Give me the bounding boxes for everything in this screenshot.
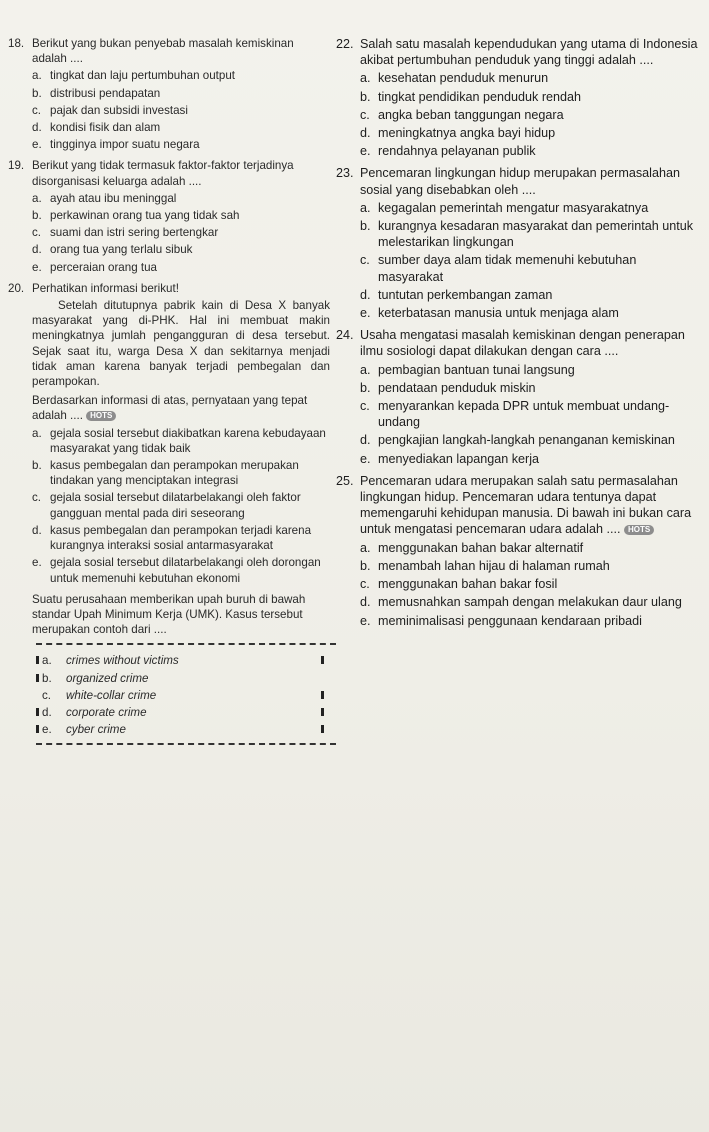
- question-stem: Berikut yang tidak termasuk faktor-faktor terjadinya disorganisasi keluarga adalah ....: [32, 159, 294, 188]
- question-stem: Berikut yang bukan penyebab masalah kemiskinan adalah ....: [32, 37, 294, 66]
- option-d[interactable]: d. memusnahkan sampah dengan melakukan daur ulang: [360, 595, 682, 610]
- question-number: 25.: [336, 473, 354, 488]
- option-b[interactable]: b. tingkat pendidikan penduduk rendah: [360, 89, 582, 104]
- option-a[interactable]: a. kesehatan penduduk menurun: [360, 71, 549, 86]
- question-number: 24.: [336, 328, 354, 343]
- option-a[interactable]: a. menggunakan bahan bakar alternatif: [360, 540, 584, 555]
- question-stem: Suatu perusahaan memberikan upah buruh di bawah standar Upah Minimum Kerja (UMK). Kasus tersebut merupakan contoh dari ....: [32, 592, 306, 637]
- option-b[interactable]: b. perkawinan orang tua yang tidak sah: [32, 209, 240, 223]
- option-a[interactable]: a. pembagian bantuan tunai langsung: [360, 362, 575, 377]
- question-stem: Perhatikan informasi berikut!: [32, 281, 179, 295]
- option-d[interactable]: d. corporate crime: [36, 705, 336, 720]
- question-24: [336, 327, 702, 467]
- option-e[interactable]: e. rendahnya pelayanan publik: [360, 144, 536, 159]
- hots-badge: HOTS: [624, 525, 654, 535]
- question-19: [8, 158, 330, 274]
- question-number: 20.: [8, 281, 25, 295]
- question-22: [336, 36, 702, 159]
- option-c[interactable]: c. pajak dan subsidi investasi: [32, 103, 188, 117]
- option-e[interactable]: e. meminimalisasi penggunaan kendaraan pribadi: [360, 613, 642, 628]
- option-b[interactable]: b. menambah lahan hijau di halaman rumah: [360, 558, 610, 573]
- option-a[interactable]: a. tingkat dan laju pertumbuhan output: [32, 69, 235, 83]
- option-e[interactable]: e. keterbatasan manusia untuk menjaga alam: [360, 306, 619, 321]
- option-e[interactable]: e. tingginya impor suatu negara: [32, 138, 200, 152]
- question-20: [8, 281, 330, 586]
- right-column: [336, 36, 702, 635]
- question-number: 19.: [8, 159, 25, 173]
- option-c[interactable]: c. white-collar crime: [36, 688, 336, 703]
- option-b[interactable]: b. kasus pembegalan dan perampokan merupakan tindakan yang menciptakan integrasi: [32, 459, 299, 488]
- option-a[interactable]: a. ayah atau ibu meninggal: [32, 191, 177, 205]
- option-d[interactable]: d. pengkajian langkah-langkah penanganan kemiskinan: [360, 433, 675, 448]
- option-d[interactable]: d. meningkatnya angka bayi hidup: [360, 126, 556, 141]
- option-b[interactable]: b. organized crime: [36, 671, 336, 686]
- option-a[interactable]: a. crimes without victims: [36, 653, 336, 668]
- option-c[interactable]: c. gejala sosial tersebut dilatarbelakangi oleh faktor gangguan mental pada diri seseorang: [32, 491, 301, 520]
- question-stem: Usaha mengatasi masalah kemiskinan dengan penerapan ilmu sosiologi dapat dilakukan dengan cara ....: [360, 328, 685, 359]
- options-box: [36, 643, 336, 745]
- option-a[interactable]: a. gejala sosial tersebut diakibatkan karena kebudayaan masyarakat yang tidak baik: [32, 426, 326, 455]
- question-stem: Salah satu masalah kependudukan yang utama di Indonesia akibat pertumbuhan penduduk yang tinggi adalah ....: [360, 37, 698, 68]
- question-stem: Pencemaran lingkungan hidup merupakan permasalahan sosial yang disebabkan oleh ....: [360, 166, 680, 197]
- option-a[interactable]: a. kegagalan pemerintah mengatur masyarakatnya: [360, 200, 649, 215]
- option-e[interactable]: e. menyediakan lapangan kerja: [360, 451, 540, 466]
- question-23: [336, 165, 702, 321]
- question-number: 18.: [8, 37, 25, 50]
- option-d[interactable]: d. kondisi fisik dan alam: [32, 121, 161, 135]
- option-d[interactable]: d. kasus pembegalan dan perampokan terjadi karena kurangnya interaksi sosial antarmasyarakat: [32, 523, 312, 553]
- question-21: [8, 592, 330, 746]
- option-e[interactable]: e. cyber crime: [36, 722, 336, 737]
- question-number: 22.: [336, 37, 354, 51]
- info-paragraph: Setelah ditutupnya pabrik kain di Desa X banyak masyarakat yang di-PHK. Hal ini membuat makin meningkatnya jumlah pengangguran di desa tersebut. Sejak saat itu, warga Desa X dan sekitarnya menjadi tidak aman karena banyak terjadi pembegalan dan perampokan.: [32, 299, 330, 389]
- option-e[interactable]: e. gejala sosial tersebut dilatarbelakangi oleh dorongan untuk memenuhi kebutuhan ekonomi: [32, 556, 321, 585]
- option-c[interactable]: c. sumber daya alam tidak memenuhi kebutuhan masyarakat: [360, 253, 637, 284]
- left-column: [8, 36, 330, 751]
- option-e[interactable]: e. perceraian orang tua: [32, 260, 157, 274]
- option-b[interactable]: b. distribusi pendapatan: [32, 86, 161, 100]
- question-18: [8, 36, 330, 152]
- option-c[interactable]: c. menyarankan kepada DPR untuk membuat undang-undang: [360, 399, 670, 430]
- option-c[interactable]: c. angka beban tanggungan negara: [360, 107, 564, 122]
- option-b[interactable]: b. pendataan penduduk miskin: [360, 380, 536, 395]
- question-number: 23.: [336, 166, 354, 181]
- question-stem: Pencemaran udara merupakan salah satu permasalahan lingkungan hidup. Pencemaran udara tentunya dapat memengaruhi kehidupan manusia. Di bawah ini bukan cara untuk mengatasi pencemaran udara adalah .... HOTS: [360, 473, 692, 537]
- hots-badge: HOTS: [86, 411, 116, 421]
- option-b[interactable]: b. kurangnya kesadaran masyarakat dan pemerintah untuk melestarikan lingkungan: [360, 219, 694, 250]
- option-d[interactable]: d. orang tua yang terlalu sibuk: [32, 243, 193, 257]
- question-25: [336, 473, 702, 629]
- option-c[interactable]: c. menggunakan bahan bakar fosil: [360, 577, 558, 592]
- question-ask: Berdasarkan informasi di atas, pernyataan yang tepat adalah .... HOTS: [32, 394, 308, 423]
- option-c[interactable]: c. suami dan istri sering bertengkar: [32, 226, 219, 240]
- option-d[interactable]: d. tuntutan perkembangan zaman: [360, 287, 553, 302]
